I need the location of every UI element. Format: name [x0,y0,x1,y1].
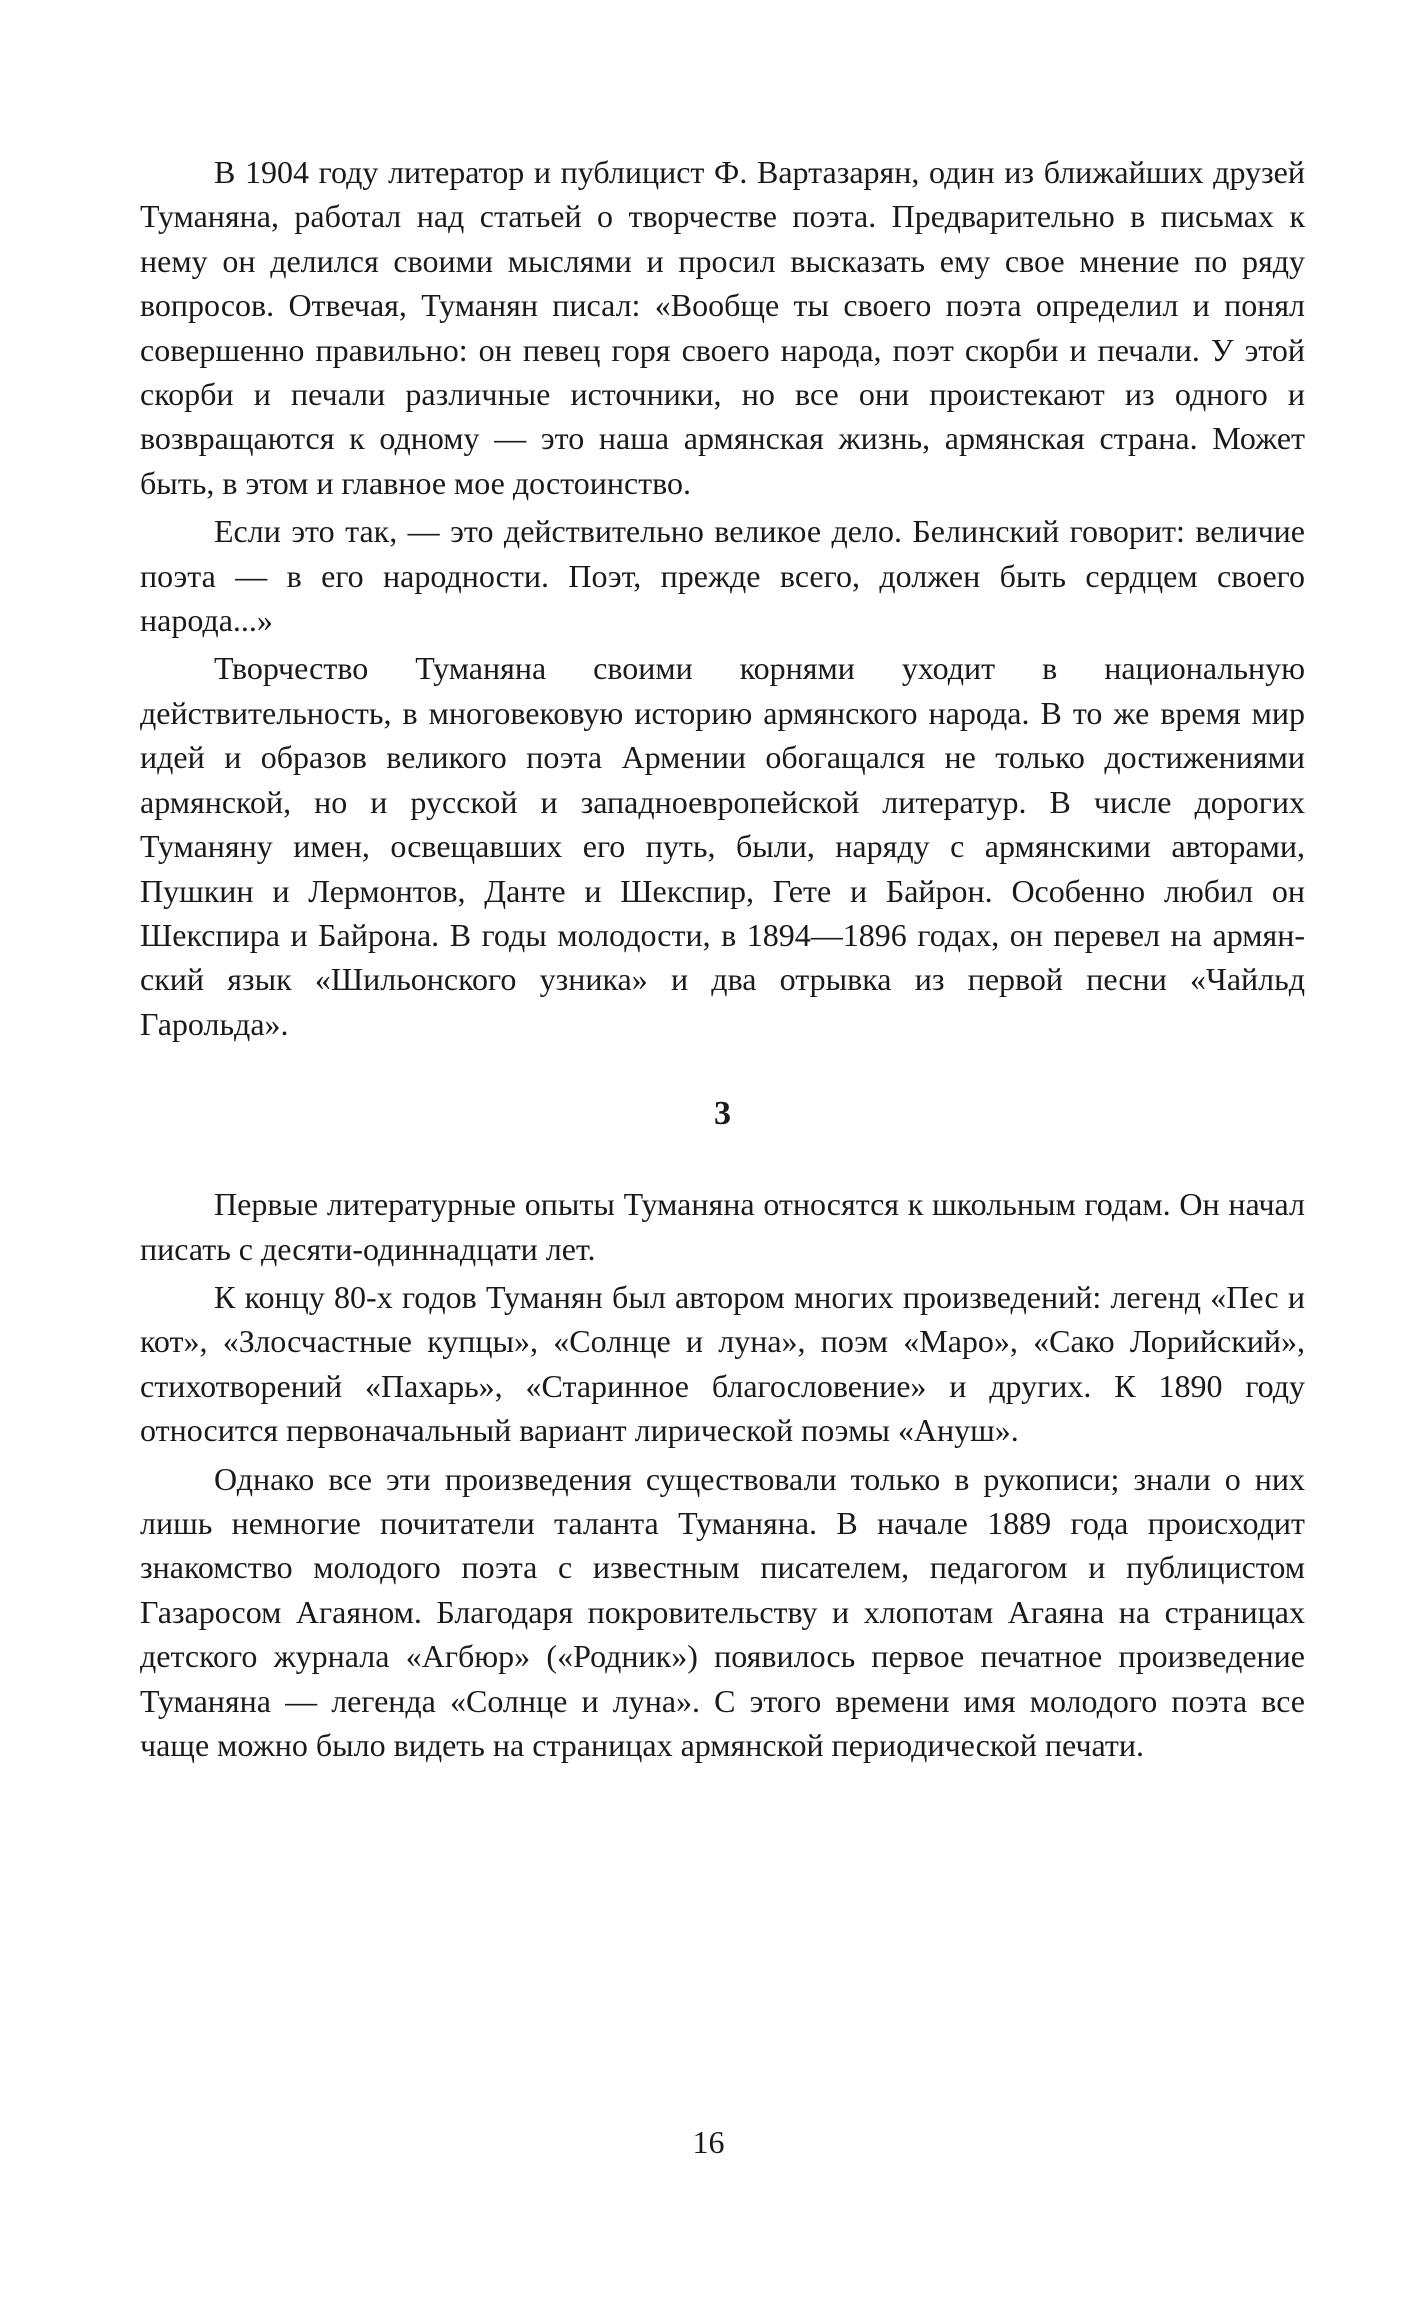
section-spacer-top [140,1050,1305,1092]
paragraph: К концу 80-х годов Туманян был автором многих произведений: легенд «Пес и кот», «Злосчастные купцы», «Солнце и луна», поэм «Маро», «Сако Лорийский», стихотворений «Пахарь», «Старинное благословение» и других. К 1890 году относится первоначальный вариант лирической поэмы «Ануш». [140,1278,1305,1449]
page-number: 16 [692,2124,725,2160]
paragraph: Первые литературные опыты Туманяна относятся к школьным годам. Он начал писать с десяти-одиннадцати лет. [140,1186,1305,1267]
paragraph: Если это так, — это действительно великое дело. Белинский говорит: величие поэта — в его народности. Поэт, прежде всего, должен быть сердцем своего народа...» [140,513,1305,639]
section-number: 3 [714,1095,731,1133]
page-body [140,150,1305,1771]
paragraph: В 1904 году литератор и публицист Ф. Вартазарян, один из ближайших друзей Туманяна, работал над статьей о творчестве поэта. Предварительно в письмах к нему он делился своими мыслями и просил высказать ему свое мнение по ряду вопросов. Отвечая, Туманян писал: «Вообще ты своего поэта определил и понял совершенно правильно: он певец горя своего народа, поэт скорби и печали. У этой скорби и печали различные источники, но все они проистекают из одного и возвращаются к одному — это наша армянская жизнь, армянская страна. Может быть, в этом и главное мое достоинство. [140,154,1305,501]
paragraph: Однако все эти произведения существовали только в рукописи; знали о них лишь немногие почитатели таланта Туманяна. В начале 1889 года происходит знакомство молодого поэта с известным писателем, педагогом и публицистом Газаросом Агаяном. Благодаря покровительству и хлопотам Агаяна на страницах детского журнала «Агбюр» («Родник») появилось первое печатное произведение Туманяна — легенда «Солнце и луна». С этого времени имя молодого поэта все чаще можно было видеть на страницах армянской периодической печати. [140,1460,1305,1763]
section-spacer-bottom [140,1136,1305,1182]
paragraph: Творчество Туманяна своими корнями уходит в национальную действительность, в многовековую историю армянского народа. В то же время мир идей и образов великого поэта Армении обогащался не только достижениями армянской, но и русской и западноевропейской литератур. В числе дорогих Туманяну имен, освещавших его путь, были, наряду с армянскими авторами, Пушкин и Лермонтов, Данте и Шекспир, Гете и Байрон. Особенно любил он Шекспира и Байрона. В годы молодости, в 1894—1896 годах, он перевел на армянский язык «Шильонского узника» и два отрывка из первой песни «Чайльд Гарольда». [140,650,1305,1042]
